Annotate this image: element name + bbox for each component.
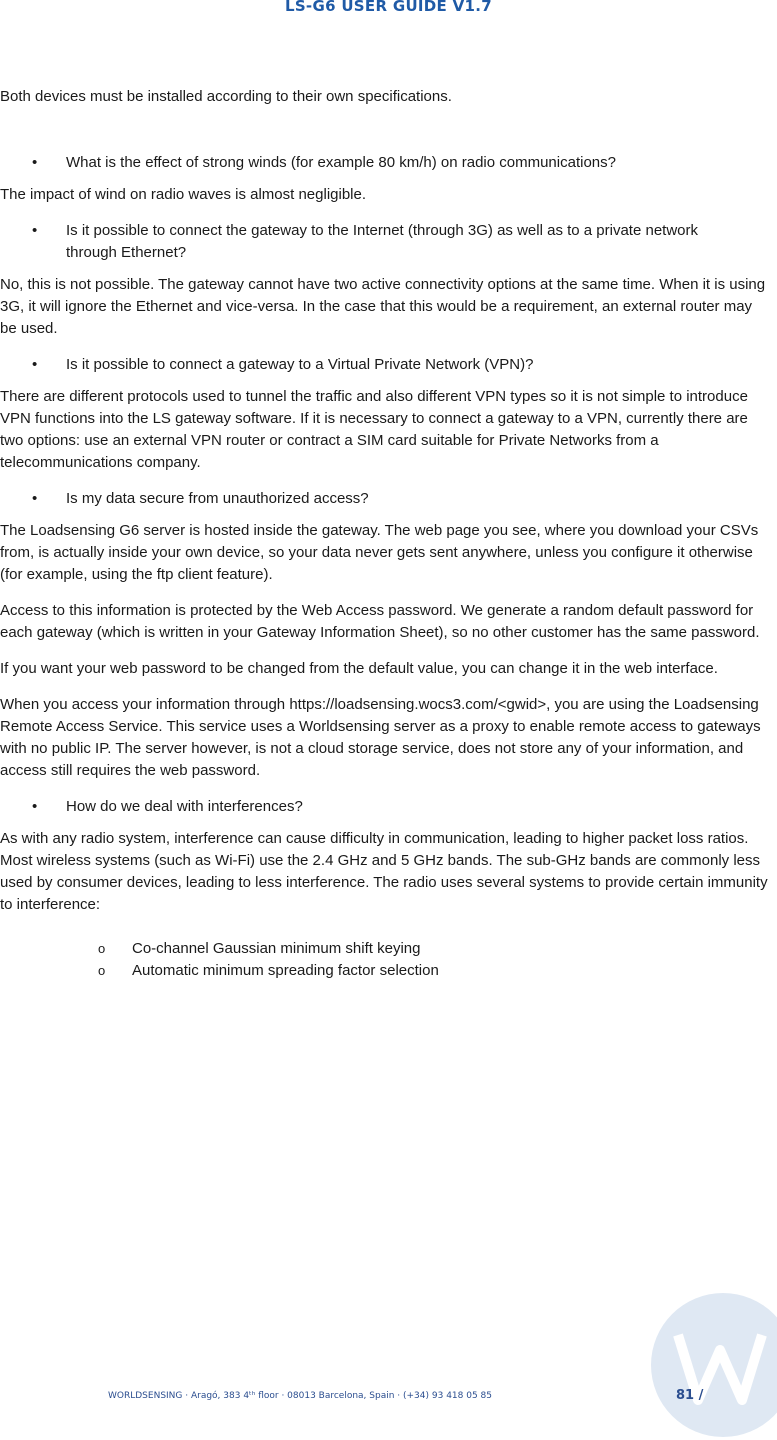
- answer-secure-1: The Loadsensing G6 server is hosted inside the gateway. The web page you see, where you download your CSVs from, is actually inside your own device, so your data never gets sent anywhere, unless you configure it otherwise (for example, using the ftp client feature).: [0, 522, 759, 583]
- answer-wind: The impact of wind on radio waves is almost negligible.: [0, 186, 367, 203]
- paragraph-install: Both devices must be installed according to their own specifications.: [0, 88, 452, 105]
- answer-secure-2: Access to this information is protected by the Web Access password. We generate a random default password for each gateway (which is written in your Gateway Information Sheet), so no other customer has the same password.: [0, 602, 760, 641]
- question-text: Is it possible to connect a gateway to a Virtual Private Network (VPN)?: [66, 356, 534, 373]
- answer-vpn: There are different protocols used to tunnel the traffic and also different VPN types so it is not simple to introduce VPN functions into the LS gateway software. If it is necessary to connect a gateway to a VPN, currently there are two options: use an external VPN router or contract a SIM card suitable for Private Networks from a telecommunications company.: [0, 388, 748, 471]
- question-text: How do we deal with interferences?: [66, 798, 303, 815]
- question-text: Is my data secure from unauthorized access?: [66, 490, 369, 507]
- sub-item-text: Automatic minimum spreading factor selection: [132, 962, 439, 979]
- question-text: Is it possible to connect the gateway to the Internet (through 3G) as well as to a private network through Ethernet?: [66, 222, 699, 261]
- question-interference: [0, 796, 777, 818]
- bullet-icon: •: [32, 222, 38, 239]
- answer-internet: No, this is not possible. The gateway cannot have two active connectivity options at the same time. When it is using 3G, it will ignore the Ethernet and vice-versa. In the case that this would be a requirement, an external router may be used.: [0, 276, 766, 337]
- question-text: What is the effect of strong winds (for example 80 km/h) on radio communications?: [66, 154, 616, 171]
- page-number: 81 /: [676, 1388, 704, 1403]
- bullet-icon: •: [32, 356, 38, 373]
- sub-item-gmsk: [0, 938, 777, 960]
- footer-address: WORLDSENSING · Aragó, 383 4ᵗʰ floor · 08013 Barcelona, Spain · (+34) 93 418 05 85: [108, 1391, 493, 1401]
- sub-item-text: Co-channel Gaussian minimum shift keying: [132, 940, 421, 957]
- question-internet: [0, 220, 777, 264]
- page-footer: [0, 1388, 777, 1408]
- header-title: LS-G6 USER GUIDE V1.7: [284, 0, 493, 15]
- answer-secure-3: If you want your web password to be changed from the default value, you can change it in the web interface.: [0, 660, 718, 677]
- answer-secure-4: When you access your information through https://loadsensing.wocs3.com/<gwid>, you are using the Loadsensing Remote Access Service. This service uses a Worldsensing server as a proxy to enable remote access to gateways with no public IP. The server however, is not a cloud storage service, does not store any of your information, and access still requires the web password.: [0, 696, 761, 779]
- answer-interference: As with any radio system, interference can cause difficulty in communication, leading to higher packet loss ratios. Most wireless systems (such as Wi-Fi) use the 2.4 GHz and 5 GHz bands. The sub-GHz bands are commonly less used by consumer devices, leading to less interference. The radio uses several systems to provide certain immunity to interference:: [0, 830, 768, 913]
- page-header: [0, 0, 777, 20]
- circle-bullet-icon: o: [98, 963, 106, 978]
- circle-bullet-icon: o: [98, 941, 106, 956]
- bullet-icon: •: [32, 154, 38, 171]
- bullet-icon: •: [32, 490, 38, 507]
- sub-item-spreading: [0, 960, 777, 982]
- worldsensing-watermark-icon: [648, 1290, 777, 1440]
- question-wind: [0, 152, 777, 174]
- document-body: [0, 86, 777, 982]
- question-vpn: [0, 354, 777, 376]
- question-secure: [0, 488, 777, 510]
- bullet-icon: •: [32, 798, 38, 815]
